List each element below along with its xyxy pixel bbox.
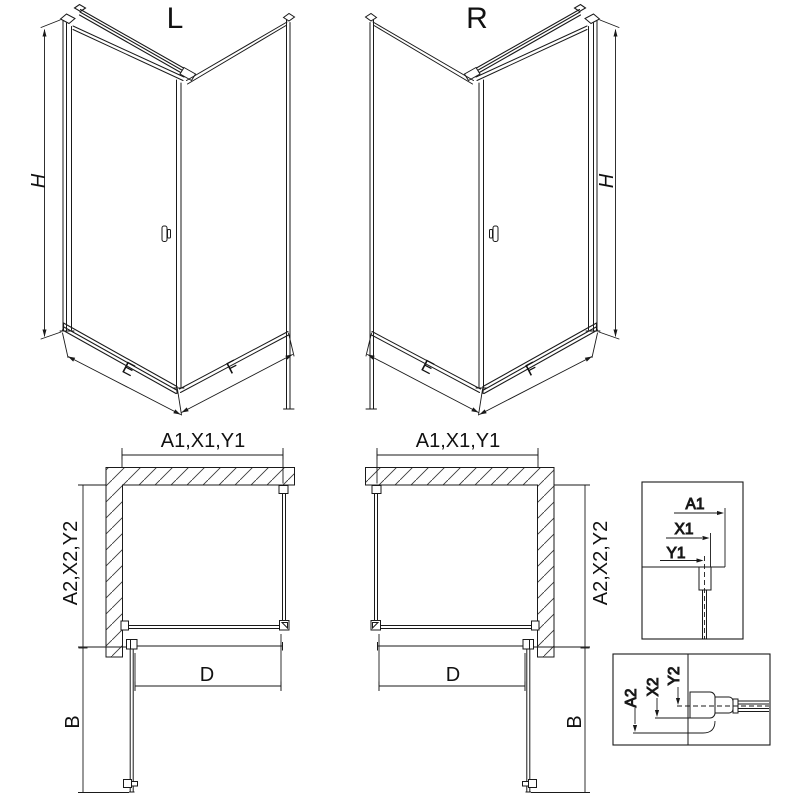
plan-left-swing-dimension <box>78 648 129 793</box>
iso-view-right <box>366 2 620 415</box>
iso-right-front-right-label: E <box>418 356 437 379</box>
plan-right-swing-label: B <box>564 715 586 729</box>
detail-top-label-x1: X1 <box>674 521 694 538</box>
detail-box-wall-profile-front <box>613 654 770 745</box>
detail-bottom-label-a2: A2 <box>623 688 640 708</box>
detail-top-wall-profile <box>699 567 711 590</box>
plan-left-width-label: A1,X1,Y1 <box>160 430 246 452</box>
plan-view-left-linework <box>121 448 289 792</box>
plan-left-depth-label: A2,X2,Y2 <box>60 520 82 606</box>
plan-view-right-linework <box>371 448 539 792</box>
plan-left-door-label: D <box>199 664 215 686</box>
iso-left-height-label: H <box>28 173 50 189</box>
detail-top-label-a1: A1 <box>685 496 705 513</box>
iso-left-front-right-label: F <box>223 356 242 378</box>
iso-right-front-left-label: F <box>522 358 541 380</box>
iso-right-height-label: H <box>596 173 618 189</box>
plan-right-width-label: A1,X1,Y1 <box>415 430 501 452</box>
detail-bottom-label-y2: Y2 <box>666 666 683 686</box>
detail-bottom-seal-line <box>633 721 715 733</box>
iso-left-front-left-label: E <box>119 358 138 381</box>
iso-view-left <box>28 2 295 415</box>
plan-left-swing-label: B <box>62 715 84 729</box>
detail-bottom-label-x2: X2 <box>645 677 662 697</box>
detail-box-wall-profile-top <box>642 482 743 639</box>
iso-left-title: L <box>166 2 184 35</box>
iso-view-left-linework <box>41 5 295 416</box>
plan-view-right <box>366 430 613 793</box>
detail-top-label-y1: Y1 <box>666 545 686 562</box>
plan-right-door-label: D <box>445 664 461 686</box>
iso-right-title: R <box>466 2 488 35</box>
detail-bottom-wall-profile <box>690 692 715 718</box>
plan-view-left <box>60 430 295 793</box>
iso-view-right-linework <box>366 5 620 416</box>
plan-right-depth-label: A2,X2,Y2 <box>590 520 612 606</box>
